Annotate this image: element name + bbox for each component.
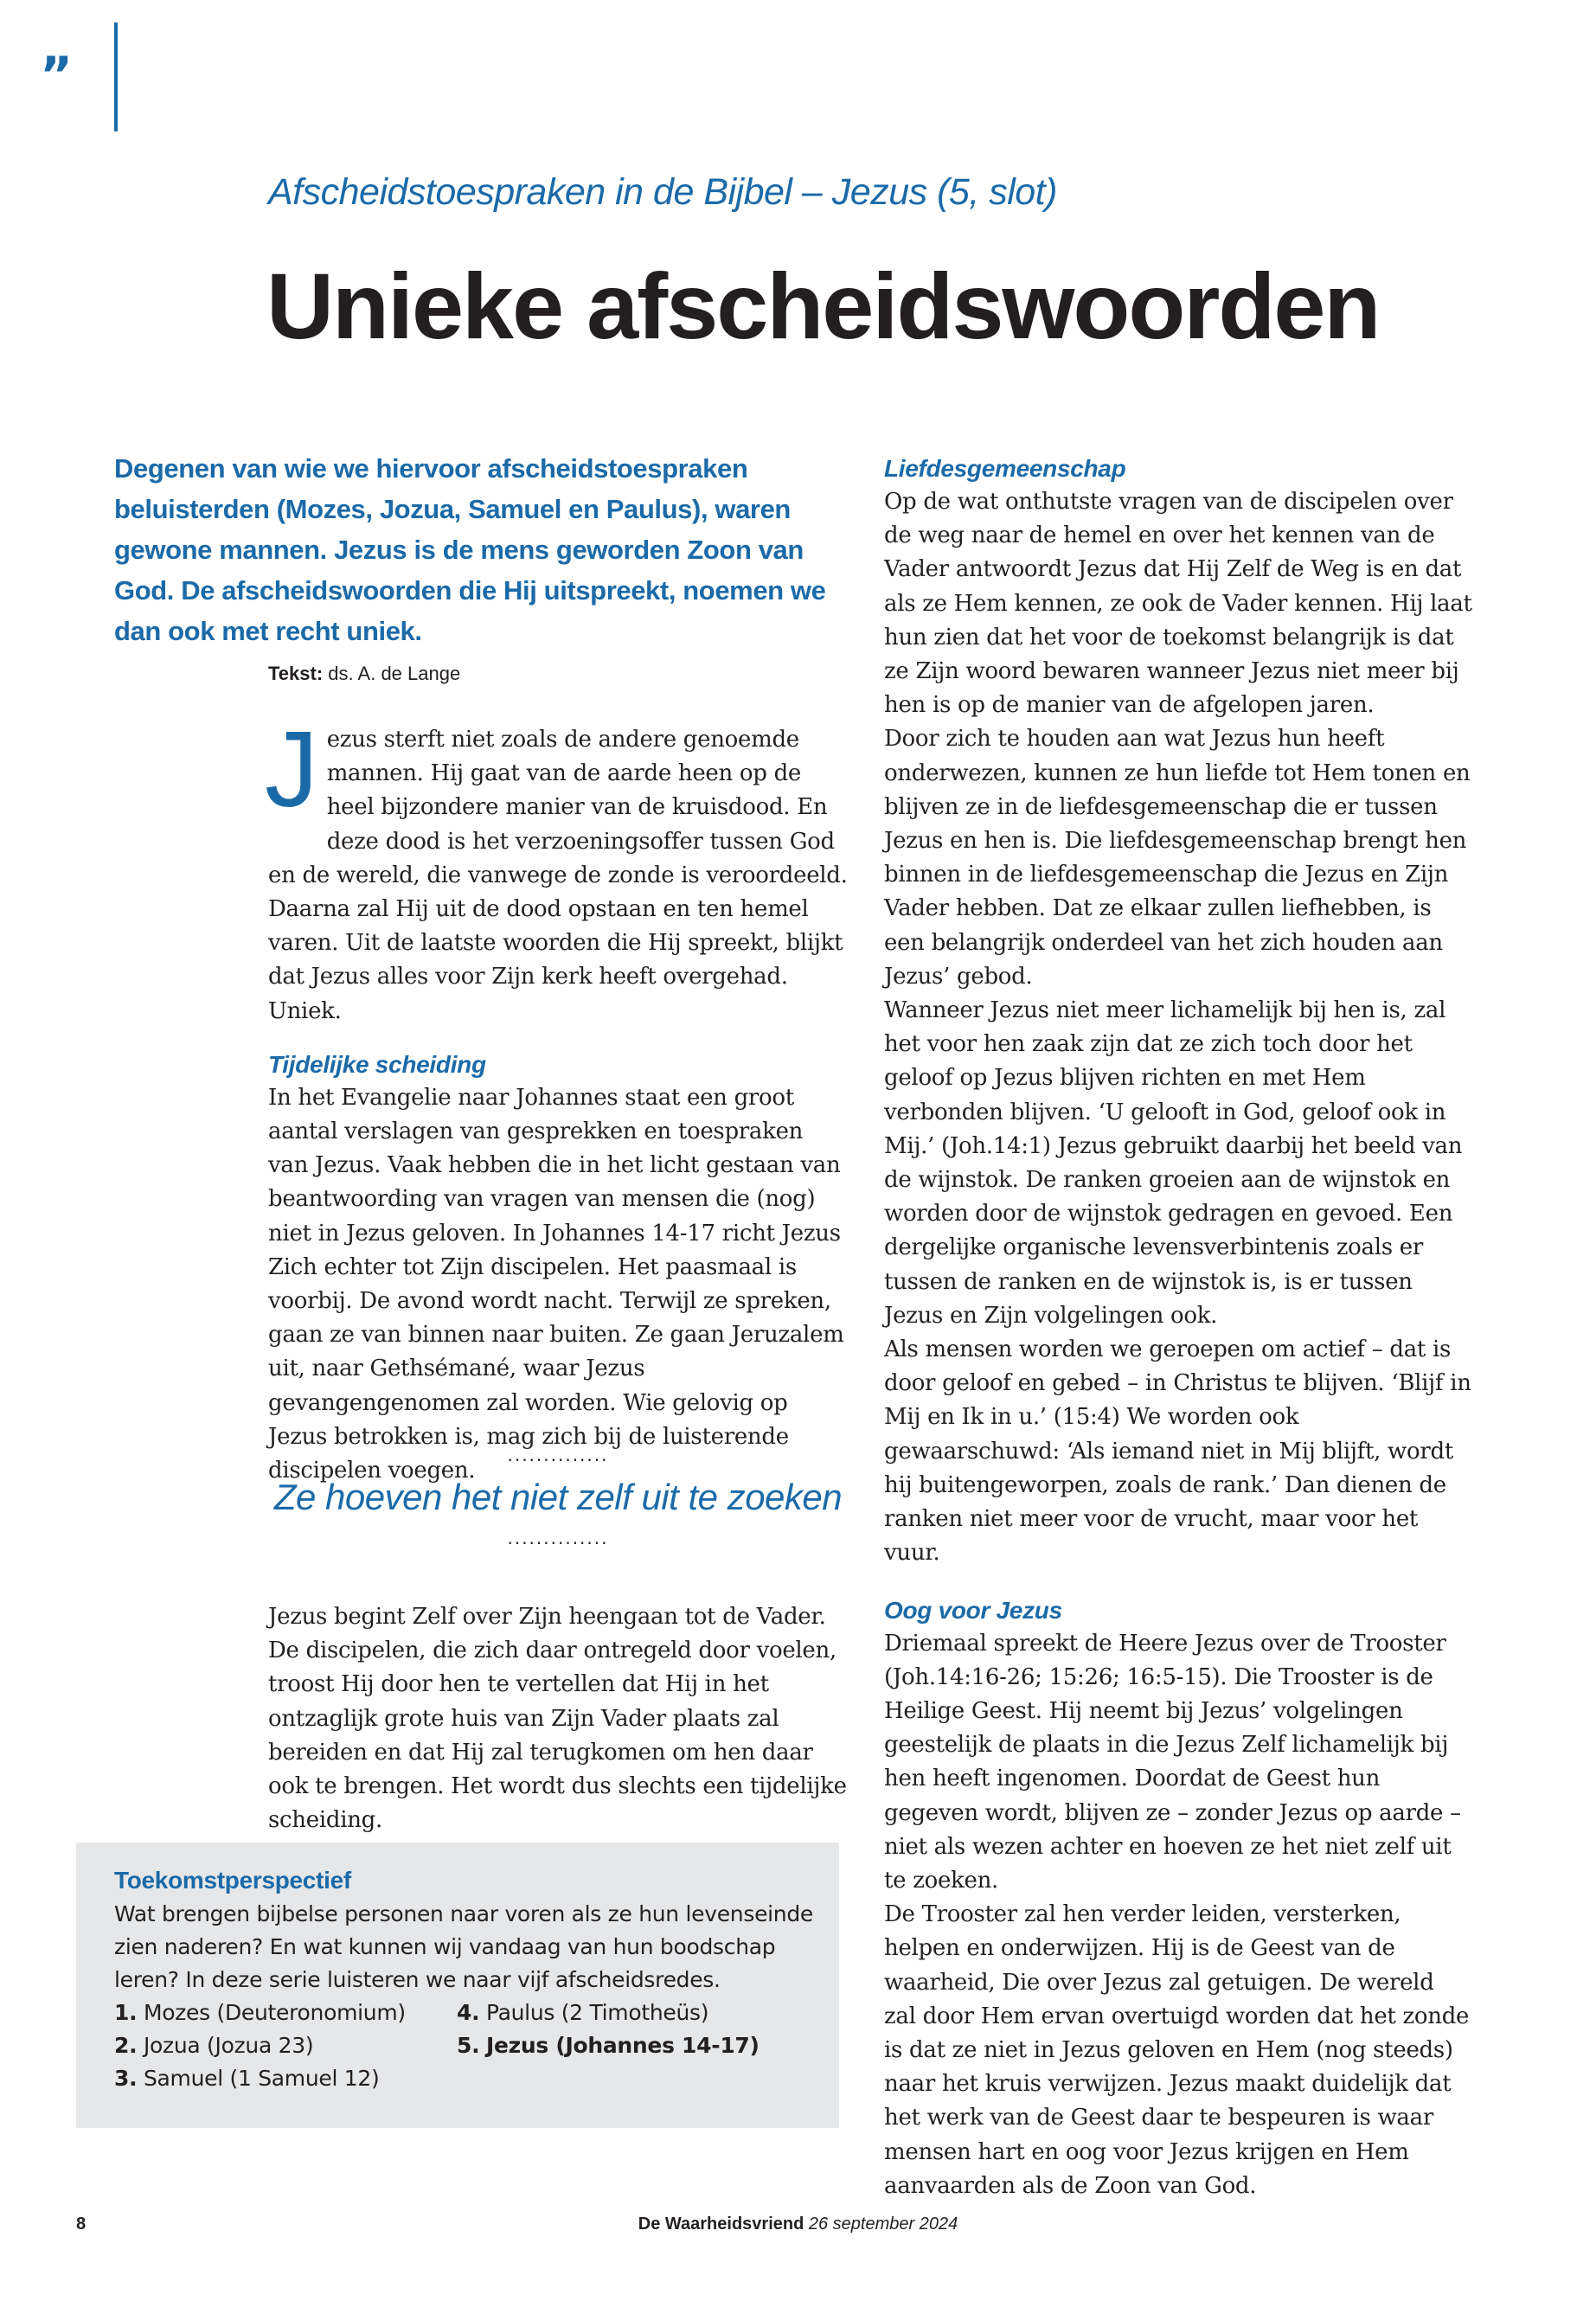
series-info-box (76, 1843, 839, 2128)
series-item (114, 1997, 457, 2029)
vertical-rule (114, 22, 118, 131)
section3-paragraph: Driemaal spreekt de Heere Jezus over de Trooster (Joh.14:16-26; 15:26; 16:5-15). Die Trooster is de Heilige Geest. Hij neemt bij Jezus’ volgelingen geestelijk de plaats in die Jezus Zelf lichamelijk bij hen heeft ingenomen. Doordat de Geest hun gegeven wordt, blijven ze – zonder Jezus op aarde – niet als wezen achter en hoeven ze het niet zelf uit te zoeken. (884, 1630, 1461, 1894)
column-left (265, 710, 848, 1488)
series-item-number: 1. (114, 2000, 138, 2025)
pull-quote-text: Ze hoeven het niet zelf uit te zoeken (273, 1477, 843, 1517)
section2-paragraph: Als mensen worden we geroepen om actief – dat is door geloof en gebed – in Christus te blijven. ‘Blijf in Mij en Ik in u.’ (15:4) We worden ook gewaarschuwd: ‘Als iemand niet in Mij blijft, wordt hij buitengeworpen, zoals de rank.’ Dan dienen de ranken niet meer voor de vrucht, maar voor het vuur. (884, 1336, 1471, 1567)
section2-paragraph: Op de wat onthutste vragen van de discipelen over de weg naar de hemel en over het kennen van de Vader antwoordt Jezus dat Hij Zelf de Weg is en dat als ze Hem kennen, ze ook de Vader kennen. Hij laat hun zien dat het voor de toekomst belangrijk is dat ze Zijn woord bewaren wanneer Jezus niet meer bij hen is op de manier van de afgelopen jaren. (884, 489, 1472, 719)
series-item-label: Mozes (Deuteronomium) (143, 2000, 406, 2025)
series-item-label: Paulus (2 Timotheüs) (485, 2000, 709, 2025)
box-intro-text: Wat brengen bijbelse personen naar voren als ze hun levenseinde zien naderen? En wat kunnen wij vandaag van hun boodschap leren? In deze serie luisteren we naar vijf afscheidsredes. (114, 1901, 813, 1992)
series-item-label: Jozua (Jozua 23) (143, 2033, 314, 2058)
series-item (457, 1997, 803, 2029)
section2-paragraph: Door zich te houden aan wat Jezus hun heeft onderwezen, kunnen ze hun liefde tot Hem tonen en blijven ze in de liefdesgemeenschap die er tussen Jezus en hen is. Die liefdesgemeenschap brengt hen binnen in de liefdesgemeenschap die Jezus en Zijn Vader hebben. Dat ze elkaar zullen liefhebben, is een belangrijk onderdeel van het zich houden aan Jezus’ gebod. (884, 726, 1471, 990)
footer-magazine (0, 2214, 1596, 2234)
series-item-label: Jezus (Johannes 14-17) (485, 2033, 760, 2058)
section3-paragraph: De Trooster zal hen verder leiden, versterken, helpen en onderwijzen. Hij is de Geest van de waarheid, Die over Jezus zal getuigen. De wereld zal door Hem ervan overtuigd worden dat het zonde is dat ze niet in Jezus geloven en Hem (nog steeds) naar het kruis verwijzen. Jezus maakt duidelijk dat het werk van de Geest daar te bespeuren is waar mensen hart en oog voor Jezus krijgen en Hem aanvaarden als de Zoon van God. (884, 1901, 1470, 2199)
section1-continued-paragraph: Jezus begint Zelf over Zijn heengaan tot de Vader. De discipelen, die zich daar ontregeld door voelen, troost Hij door hen te vertellen dat Hij in het ontzaglijk grote huis van Zijn Vader plaats zal bereiden en dat Hij zal terugkomen om hen daar ook te brengen. Het wordt dus slechts een tijdelijke scheiding. (268, 1604, 847, 1834)
series-item (114, 2029, 457, 2062)
drop-cap: J (265, 710, 318, 830)
article-title: Unieke afscheidswoorden (266, 253, 1380, 358)
section1-paragraph: In het Evangelie naar Johannes staat een groot aantal verslagen van gesprekken en toespraken van Jezus. Vaak hebben die in het licht gestaan van beantwoording van vragen van mensen die (nog) niet in Jezus geloven. In Johannes 14-17 richt Jezus Zich echter tot Zijn discipelen. Het paasmaal is voorbij. De avond wordt nacht. Terwijl ze spreken, gaan ze van binnen naar buiten. Ze gaan Jeruzalem uit, naar Gethsémané, waar Jezus gevangengenomen zal worden. Wie gelovig op Jezus betrokken is, mag zich bij de luisterende discipelen voegen. (268, 1084, 844, 1484)
pull-quote-dots-top: .............. (507, 1445, 609, 1465)
series-item-current (457, 2029, 803, 2062)
subheading-liefdesgemeenschap: Liefdesgemeenschap (884, 455, 1126, 482)
pull-quote-dots-bottom: .............. (507, 1528, 609, 1548)
column-left-continued (268, 1600, 848, 1837)
quote-mark-icon: ” (40, 46, 74, 105)
intro-paragraph (265, 710, 848, 1029)
magazine-name: De Waarheidsvriend (638, 2214, 804, 2234)
series-item-number: 3. (114, 2066, 138, 2091)
pull-quote (268, 1446, 848, 1547)
issue-date: 26 september 2024 (808, 2214, 958, 2234)
intro-text: ezus sterft niet zoals de andere genoemde mannen. Hij gaat van de aarde heen op de heel bijzondere manier van de kruisdood. En deze dood is het verzoeningsoffer tussen God en de wereld, die vanwege de zonde is veroordeeld. Daarna zal Hij uit de dood opstaan en ten hemel varen. Uit de laatste woorden die Hij spreekt, blijkt dat Jezus alles voor Zijn kerk heeft overgehad. Uniek. (268, 727, 848, 1024)
series-item-label: Samuel (1 Samuel 12) (143, 2066, 380, 2091)
series-item-number: 2. (114, 2033, 138, 2058)
byline-author: ds. A. de Lange (328, 663, 461, 684)
series-item (114, 2062, 457, 2095)
series-item-number: 4. (457, 2000, 480, 2025)
page-number: 8 (76, 2214, 87, 2234)
byline (268, 663, 460, 685)
column-right (884, 452, 1472, 2203)
box-title: Toekomstperspectief (114, 1867, 351, 1894)
lead-paragraph: Degenen van wie we hiervoor afscheidstoespraken beluisterden (Mozes, Jozua, Samuel en Paulus), waren gewone mannen. Jezus is de mens geworden Zoon van God. De afscheidswoorden die Hij uitspreekt, noemen we dan ook met recht uniek. (114, 453, 826, 646)
series-list (114, 1997, 824, 2095)
section2-paragraph: Wanneer Jezus niet meer lichamelijk bij hen is, zal het voor hen zaak zijn dat ze zich toch door het geloof op Jezus blijven richten en met Hem verbonden blijven. ‘U gelooft in God, geloof ook in Mij.’ (Joh.14:1) Jezus gebruikt daarbij het beeld van de wijnstok. De ranken groeien aan de wijnstok en worden door de wijnstok gedragen en gevoed. Een dergelijke organische levensverbintenis zoals er tussen de ranken en de wijnstok is, is er tussen Jezus en Zijn volgelingen ook. (884, 997, 1463, 1329)
series-item-number: 5. (457, 2033, 480, 2058)
subheading-oog-voor-jezus: Oog voor Jezus (884, 1596, 1062, 1624)
series-title: Afscheidstoespraken in de Bijbel – Jezus (5, slot) (268, 171, 1057, 213)
byline-label: Tekst: (268, 663, 324, 684)
subheading-tijdelijke-scheiding: Tijdelijke scheiding (268, 1050, 486, 1078)
